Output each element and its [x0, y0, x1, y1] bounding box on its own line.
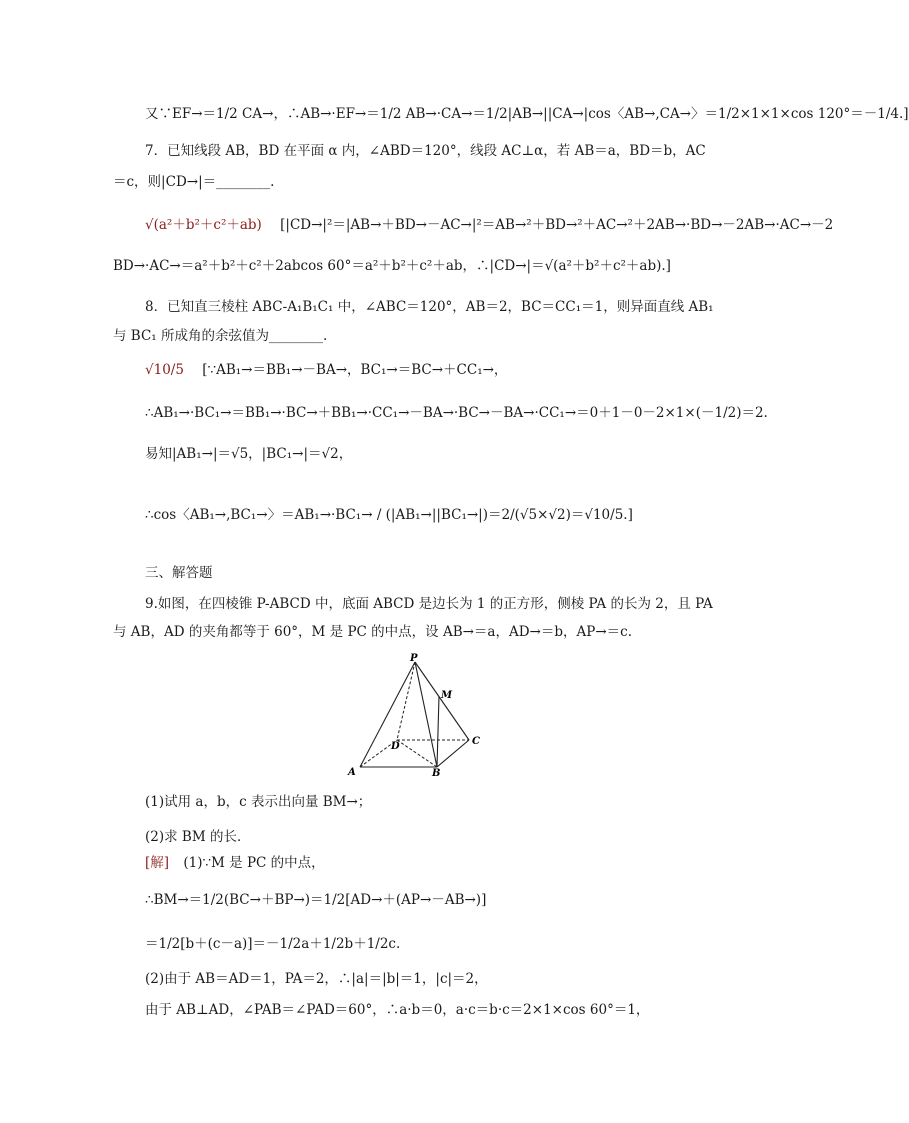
vertex-label-p: P: [410, 653, 418, 664]
pyramid-figure: [345, 652, 485, 777]
text-line: (2)由于 AB＝AD＝1，PA＝2，∴|a|＝|b|＝1，|c|＝2，: [145, 971, 488, 987]
section-heading: 三、解答题: [145, 565, 213, 581]
text-line: 与 BC₁ 所成角的余弦值为________.: [113, 328, 328, 344]
vertex-label-m: M: [441, 690, 453, 701]
sub-question-1: (1)试用 a，b，c 表示出向量 BM→；: [145, 794, 372, 810]
question-9: 9.如图，在四棱锥 P-ABCD 中，底面 ABCD 是边长为 1 的正方形，侧棱 PA 的长为 2，且 PA: [145, 596, 713, 612]
vertex-label-b: B: [432, 768, 441, 779]
text-line: 易知|AB₁→|＝√5，|BC₁→|＝√2，: [145, 446, 353, 462]
text-line: 又∵EF→＝1/2 CA→，∴AB→·EF→＝1/2 AB→·CA→＝1/2|AB→||CA→|cos〈AB→,CA→〉＝1/2×1×1×cos 120°＝－1/4.]: [145, 106, 909, 122]
text-line: ∴AB₁→·BC₁→＝BB₁→·BC→＋BB₁→·CC₁→－BA→·BC→－BA→·CC₁→＝0＋1－0－2×1×(－1/2)＝2.: [145, 405, 768, 421]
answer-8: √10/5: [145, 362, 184, 378]
vertex-label-a: A: [348, 767, 356, 778]
sub-question-2: (2)求 BM 的长．: [145, 829, 251, 845]
question-8: 8．已知直三棱柱 ABC-A₁B₁C₁ 中，∠ABC＝120°，AB＝2，BC＝CC₁＝1，则异面直线 AB₁: [145, 299, 714, 315]
vertex-label-d: D: [391, 741, 400, 752]
answer-7: √(a²＋b²＋c²＋ab): [145, 217, 262, 233]
text-line: ＝c，则|CD→|＝________.: [113, 174, 275, 190]
answer-line: [145, 360, 507, 380]
question-7: 7．已知线段 AB，BD 在平面 α 内，∠ABD＝120°，线段 AC⊥α，若 AB＝a，BD＝b，AC: [145, 143, 706, 159]
solution-text: [|CD→|²＝|AB→＋BD→－AC→|²＝AB→²＋BD→²＋AC→²＋2AB→·BD→－2AB→·AC→－2: [280, 217, 834, 233]
text-line: BD→·AC→＝a²＋b²＋c²＋2abcos 60°＝a²＋b²＋c²＋ab，∴|CD→|＝√(a²＋b²＋c²＋ab).]: [113, 258, 671, 274]
solution-text: [∵AB₁→＝BB₁→－BA→，BC₁→＝BC→＋CC₁→，: [202, 362, 508, 378]
text-line: ∴cos〈AB₁→,BC₁→〉＝AB₁→·BC₁→ / (|AB₁→||BC₁→|)＝2/(√5×√2)＝√10/5.]: [145, 507, 633, 523]
solution-text: (1)∵M 是 PC 的中点，: [183, 855, 325, 871]
text-line: 由于 AB⊥AD，∠PAB＝∠PAD＝60°，∴a·b＝0，a·c＝b·c＝2×1×cos 60°＝1，: [145, 1002, 650, 1018]
solution-tag: [解]: [145, 855, 170, 871]
text-line: ∴BM→＝1/2(BC→＋BP→)＝1/2[AD→＋(AP→－AB→)]: [145, 892, 487, 908]
text-line: 与 AB，AD 的夹角都等于 60°，M 是 PC 的中点，设 AB→＝a，AD→＝b，AP→＝c.: [113, 624, 632, 640]
vertex-label-c: C: [472, 736, 480, 747]
text-line: ＝1/2[b＋(c－a)]＝－1/2a＋1/2b＋1/2c.: [145, 936, 401, 952]
answer-line: [145, 215, 833, 235]
solution-header: [145, 853, 325, 873]
